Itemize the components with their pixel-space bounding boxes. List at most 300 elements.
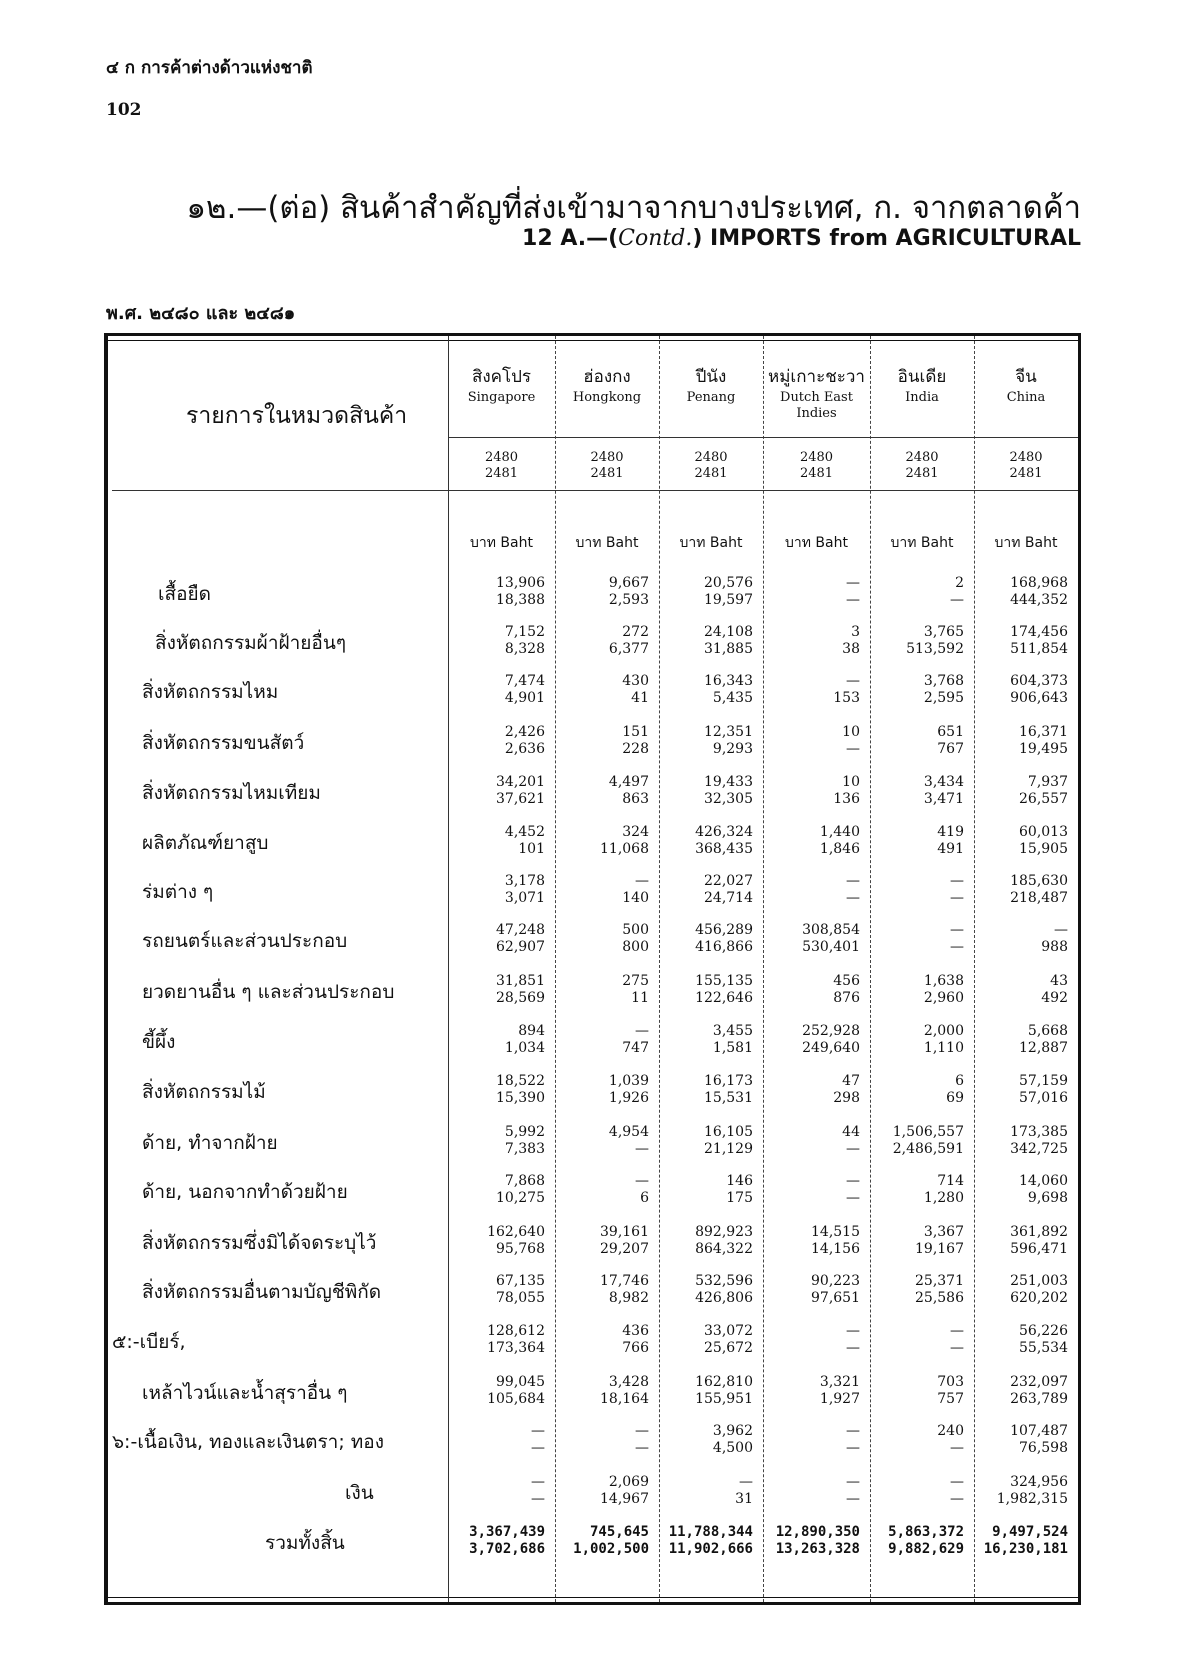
value-cell <box>974 1224 1068 1258</box>
cell-value: 44 <box>842 1124 860 1140</box>
category-header: รายการในหมวดสินค้า <box>186 403 408 429</box>
cell-value: 1,926 <box>608 1090 649 1106</box>
cell-value: 1,280 <box>923 1190 964 1206</box>
cell-value: 168,968 <box>1010 575 1068 591</box>
value-cell <box>870 1173 964 1207</box>
cell-value: 492 <box>1041 990 1068 1006</box>
table-row <box>0 673 1181 713</box>
cell-value: 218,487 <box>1010 890 1068 906</box>
cell-value: 16,343 <box>704 673 753 689</box>
cell-value: 308,854 <box>802 922 860 938</box>
value-cell <box>659 1224 753 1258</box>
cell-value: 105,684 <box>487 1391 545 1407</box>
value-cell <box>659 624 753 658</box>
column-header <box>448 363 555 406</box>
row-label: สิ่งหัตถกรรมผ้าฝ้ายอื่นๆ <box>155 632 347 654</box>
table-frame <box>104 333 1081 1605</box>
value-cell <box>555 1023 649 1057</box>
cell-value: 714 <box>937 1173 964 1189</box>
value-cell <box>763 774 860 808</box>
cell-value: — <box>950 1323 964 1339</box>
value-cell <box>448 1474 545 1508</box>
value-cell <box>448 1073 545 1107</box>
cell-value: — <box>846 673 860 689</box>
cell-value: 906,643 <box>1010 690 1068 706</box>
cell-value: 511,854 <box>1010 641 1068 657</box>
cell-value: — <box>531 1474 545 1490</box>
cell-value: 444,352 <box>1010 592 1068 608</box>
row-label: ด้าย, ทำจากฝ้าย <box>142 1132 278 1154</box>
cell-value: — <box>635 1440 649 1456</box>
cell-value: 19,597 <box>704 592 753 608</box>
cell-value: 1,034 <box>504 1040 545 1056</box>
cell-value: 2 <box>955 575 964 591</box>
value-cell <box>659 922 753 956</box>
column-years <box>763 450 870 482</box>
cell-value: 604,373 <box>1010 673 1068 689</box>
title-thai: ๑๒.—(ต่อ) สินค้าสำคัญที่ส่งเข้ามาจากบางประเทศ, ก. จากตลาดค้า <box>186 190 1081 226</box>
value-cell <box>555 824 649 858</box>
cell-value: 31 <box>735 1491 753 1507</box>
cell-value: 22,027 <box>704 873 753 889</box>
row-label: รวมทั้งสิ้น <box>265 1532 345 1554</box>
cell-value: 90,223 <box>811 1273 860 1289</box>
value-cell <box>870 1474 964 1508</box>
cell-value: 620,202 <box>1010 1290 1068 1306</box>
value-cell <box>870 1124 964 1158</box>
value-cell <box>448 1224 545 1258</box>
cell-value: 249,640 <box>802 1040 860 1056</box>
cell-value: 864,322 <box>695 1241 753 1257</box>
cell-value: 162,640 <box>487 1224 545 1240</box>
value-cell <box>763 1323 860 1357</box>
cell-value: 863 <box>622 791 649 807</box>
cell-value: 3,702,686 <box>469 1541 545 1557</box>
cell-value: 146 <box>726 1173 753 1189</box>
cell-value: 11,788,344 <box>668 1524 753 1540</box>
cell-value: 10 <box>842 774 860 790</box>
cell-value: — <box>846 1340 860 1356</box>
cell-value: 894 <box>518 1023 545 1039</box>
cell-value: 251,003 <box>1010 1273 1068 1289</box>
cell-value: — <box>950 890 964 906</box>
cell-value: 1,638 <box>923 973 964 989</box>
cell-value: 8,982 <box>608 1290 649 1306</box>
row-label: สิ่งหัตถกรรมไหม <box>142 681 279 703</box>
cell-value: 361,892 <box>1010 1224 1068 1240</box>
column-header-english: India <box>905 390 939 405</box>
cell-value: — <box>950 939 964 955</box>
table-row <box>0 973 1181 1013</box>
cell-value: 3,434 <box>923 774 964 790</box>
header-rule <box>112 490 448 491</box>
cell-value: — <box>950 873 964 889</box>
cell-value: 10,275 <box>496 1190 545 1206</box>
row-label: ร่มต่าง ๆ <box>142 881 214 903</box>
column-header-english: Singapore <box>467 390 536 405</box>
year-value: 2480 <box>799 450 834 465</box>
cell-value: — <box>846 1323 860 1339</box>
cell-value: 175 <box>726 1190 753 1206</box>
cell-value: 766 <box>622 1340 649 1356</box>
cell-value: 67,135 <box>496 1273 545 1289</box>
cell-value: 15,531 <box>704 1090 753 1106</box>
value-cell <box>659 824 753 858</box>
cell-value: 173,385 <box>1010 1124 1068 1140</box>
cell-value: 41 <box>631 690 649 706</box>
row-label: สิ่งหัตถกรรมไม้ <box>142 1081 266 1103</box>
value-cell <box>659 873 753 907</box>
cell-value: 3,768 <box>923 673 964 689</box>
value-cell <box>659 1323 753 1357</box>
cell-value: 745,645 <box>589 1524 649 1540</box>
unit-label: บาท Baht <box>785 535 848 551</box>
cell-value: 1,002,500 <box>573 1541 649 1557</box>
value-cell <box>448 973 545 1007</box>
value-cell <box>555 624 649 658</box>
column-header-thai: สิงคโปร <box>471 367 532 387</box>
table-row <box>0 1023 1181 1063</box>
cell-value: 7,474 <box>504 673 545 689</box>
value-cell <box>974 1423 1068 1457</box>
cell-value: 78,055 <box>496 1290 545 1306</box>
cell-value: — <box>846 1491 860 1507</box>
value-cell <box>555 673 649 707</box>
table-row <box>0 1073 1181 1113</box>
cell-value: 18,388 <box>496 592 545 608</box>
cell-value: 892,923 <box>695 1224 753 1240</box>
value-cell <box>659 973 753 1007</box>
cell-value: 97,651 <box>811 1290 860 1306</box>
value-cell <box>763 1374 860 1408</box>
cell-value: 76,598 <box>1019 1440 1068 1456</box>
cell-value: 1,440 <box>819 824 860 840</box>
cell-value: 95,768 <box>496 1241 545 1257</box>
value-cell <box>659 724 753 758</box>
cell-value: — <box>846 575 860 591</box>
year-value: 2480 <box>905 450 939 465</box>
cell-value: — <box>635 1173 649 1189</box>
value-cell <box>763 724 860 758</box>
cell-value: 2,069 <box>608 1474 649 1490</box>
table-row <box>0 774 1181 814</box>
cell-value: 1,581 <box>712 1040 753 1056</box>
cell-value: 69 <box>946 1090 964 1106</box>
value-cell <box>555 1423 649 1457</box>
column-header-thai: ฮ่องกง <box>583 367 631 387</box>
cell-value: — <box>846 873 860 889</box>
cell-value: 228 <box>622 741 649 757</box>
value-cell <box>763 1423 860 1457</box>
cell-value: 368,435 <box>695 841 753 857</box>
cell-value: 3,455 <box>712 1023 753 1039</box>
cell-value: 876 <box>833 990 860 1006</box>
cell-value: 15,390 <box>496 1090 545 1106</box>
table-row <box>0 1374 1181 1414</box>
value-cell <box>555 1474 649 1508</box>
cell-value: 38 <box>842 641 860 657</box>
cell-value: 2,595 <box>923 690 964 706</box>
value-cell <box>448 1124 545 1158</box>
value-cell <box>870 774 964 808</box>
cell-value: 12,887 <box>1019 1040 1068 1056</box>
value-cell <box>763 824 860 858</box>
cell-value: 62,907 <box>496 939 545 955</box>
cell-value: 1,039 <box>608 1073 649 1089</box>
value-cell <box>448 624 545 658</box>
value-cell <box>763 922 860 956</box>
cell-value: 16,105 <box>704 1124 753 1140</box>
cell-value: 456 <box>833 973 860 989</box>
title-en-prefix: 12 A.—( <box>522 226 619 251</box>
value-cell <box>448 1374 545 1408</box>
column-header <box>659 363 763 406</box>
cell-value: — <box>635 1023 649 1039</box>
cell-value: 60,013 <box>1019 824 1068 840</box>
cell-value: 2,426 <box>504 724 545 740</box>
cell-value: 800 <box>622 939 649 955</box>
cell-value: 3,962 <box>712 1423 753 1439</box>
cell-value: 9,667 <box>608 575 649 591</box>
value-cell <box>448 1524 545 1558</box>
table-row <box>0 1224 1181 1264</box>
cell-value: 33,072 <box>704 1323 753 1339</box>
value-cell <box>763 1124 860 1158</box>
cell-value: 5,435 <box>712 690 753 706</box>
row-label: สิ่งหัตถกรรมไหมเทียม <box>142 782 321 804</box>
cell-value: 416,866 <box>695 939 753 955</box>
column-years <box>659 450 763 482</box>
cell-value: — <box>635 1423 649 1439</box>
cell-value: — <box>950 1340 964 1356</box>
value-cell <box>555 973 649 1007</box>
cell-value: 37,621 <box>496 791 545 807</box>
cell-value: 21,129 <box>704 1141 753 1157</box>
cell-value: 6,377 <box>608 641 649 657</box>
cell-value: 3,367,439 <box>469 1524 545 1540</box>
cell-value: 3,428 <box>608 1374 649 1390</box>
value-cell <box>555 1524 649 1558</box>
cell-value: 13,263,328 <box>775 1541 860 1557</box>
cell-value: 3,765 <box>923 624 964 640</box>
cell-value: 173,364 <box>487 1340 545 1356</box>
cell-value: — <box>635 1141 649 1157</box>
value-cell <box>974 1173 1068 1207</box>
column-header <box>763 363 870 422</box>
cell-value: 2,960 <box>923 990 964 1006</box>
value-cell <box>763 1073 860 1107</box>
cell-value: 57,159 <box>1019 1073 1068 1089</box>
value-cell <box>870 1524 964 1558</box>
cell-value: 1,927 <box>819 1391 860 1407</box>
cell-value: 31,851 <box>496 973 545 989</box>
value-cell <box>555 575 649 609</box>
cell-value: — <box>950 592 964 608</box>
value-cell <box>974 1273 1068 1307</box>
value-cell <box>870 624 964 658</box>
value-cell <box>870 724 964 758</box>
value-cell <box>974 1073 1068 1107</box>
cell-value: 1,846 <box>819 841 860 857</box>
cell-value: 988 <box>1041 939 1068 955</box>
cell-value: 128,612 <box>487 1323 545 1339</box>
value-cell <box>659 1023 753 1057</box>
column-header-english: Penang <box>686 390 736 405</box>
value-cell <box>870 1224 964 1258</box>
value-cell <box>974 1374 1068 1408</box>
cell-value: — <box>846 1474 860 1490</box>
cell-value: 31,885 <box>704 641 753 657</box>
value-cell <box>870 1273 964 1307</box>
value-cell <box>448 1023 545 1057</box>
value-cell <box>448 724 545 758</box>
value-cell <box>763 1023 860 1057</box>
value-cell <box>974 873 1068 907</box>
cell-value: 11,902,666 <box>668 1541 753 1557</box>
value-cell <box>763 1524 860 1558</box>
cell-value: 767 <box>937 741 964 757</box>
column-years <box>448 450 555 482</box>
cell-value: 232,097 <box>1010 1374 1068 1390</box>
column-years <box>870 450 974 482</box>
title-english <box>522 226 1081 251</box>
value-cell <box>555 724 649 758</box>
value-cell <box>659 774 753 808</box>
cell-value: 263,789 <box>1010 1391 1068 1407</box>
cell-value: — <box>846 1173 860 1189</box>
cell-value: 2,486,591 <box>892 1141 964 1157</box>
column-header-thai: ปีนัง <box>695 367 727 387</box>
cell-value: 7,868 <box>504 1173 545 1189</box>
cell-value: 9,293 <box>712 741 753 757</box>
cell-value: 99,045 <box>496 1374 545 1390</box>
cell-value: 275 <box>622 973 649 989</box>
cell-value: 16,230,181 <box>983 1541 1068 1557</box>
cell-value: 151 <box>622 724 649 740</box>
cell-value: 57,016 <box>1019 1090 1068 1106</box>
cell-value: 15,905 <box>1019 841 1068 857</box>
value-cell <box>659 1173 753 1207</box>
cell-value: — <box>846 1423 860 1439</box>
row-label: สิ่งหัตถกรรมอื่นตามบัญชีพิกัด <box>142 1281 382 1303</box>
total-row <box>0 1524 1181 1564</box>
value-cell <box>870 1374 964 1408</box>
cell-value: 4,500 <box>712 1440 753 1456</box>
table-row <box>0 1273 1181 1313</box>
value-cell <box>870 824 964 858</box>
value-cell <box>659 1524 753 1558</box>
cell-value: 25,672 <box>704 1340 753 1356</box>
column-header <box>870 363 974 406</box>
cell-value: 28,569 <box>496 990 545 1006</box>
year-value: 2480 <box>484 450 519 465</box>
cell-value: 3,471 <box>923 791 964 807</box>
cell-value: 9,882,629 <box>888 1541 964 1557</box>
page-number: 102 <box>106 100 142 120</box>
value-cell <box>763 575 860 609</box>
cell-value: 24,108 <box>704 624 753 640</box>
table-row <box>0 724 1181 764</box>
cell-value: — <box>846 890 860 906</box>
cell-value: — <box>950 1440 964 1456</box>
value-cell <box>659 1423 753 1457</box>
value-cell <box>659 1124 753 1158</box>
value-cell <box>974 1023 1068 1057</box>
value-cell <box>763 624 860 658</box>
cell-value: 14,515 <box>811 1224 860 1240</box>
cell-value: — <box>635 873 649 889</box>
cell-value: 272 <box>622 624 649 640</box>
table-row <box>0 624 1181 664</box>
row-label: เสื้อยืด <box>158 583 211 605</box>
value-cell <box>870 673 964 707</box>
value-cell <box>555 1374 649 1408</box>
table-row <box>0 873 1181 913</box>
row-label: สิ่งหัตถกรรมขนสัตว์ <box>142 732 305 754</box>
cell-value: 101 <box>518 841 545 857</box>
value-cell <box>659 1073 753 1107</box>
cell-value: 12,890,350 <box>775 1524 860 1540</box>
value-cell <box>763 1173 860 1207</box>
title-en-suffix: ) IMPORTS from AGRICULTURAL <box>692 226 1081 251</box>
cell-value: 18,522 <box>496 1073 545 1089</box>
cell-value: 9,497,524 <box>992 1524 1068 1540</box>
cell-value: 155,135 <box>695 973 753 989</box>
cell-value: 8,328 <box>504 641 545 657</box>
column-header <box>974 363 1078 406</box>
cell-value: 500 <box>622 922 649 938</box>
cell-value: 324,956 <box>1010 1474 1068 1490</box>
cell-value: 16,371 <box>1019 724 1068 740</box>
column-header-thai: หมู่เกาะชะวา <box>768 367 865 387</box>
cell-value: 430 <box>622 673 649 689</box>
column-years <box>555 450 659 482</box>
cell-value: 703 <box>937 1374 964 1390</box>
cell-value: 3 <box>851 624 860 640</box>
cell-value: 3,178 <box>504 873 545 889</box>
cell-value: 122,646 <box>695 990 753 1006</box>
value-cell <box>555 1323 649 1357</box>
cell-value: 11,068 <box>600 841 649 857</box>
year-value: 2481 <box>1009 466 1043 481</box>
cell-value: 17,746 <box>600 1273 649 1289</box>
value-cell <box>659 575 753 609</box>
cell-value: 7,152 <box>504 624 545 640</box>
title-en-contd: Contd. <box>618 226 693 251</box>
value-cell <box>974 673 1068 707</box>
value-cell <box>974 575 1068 609</box>
cell-value: 43 <box>1050 973 1068 989</box>
value-cell <box>974 724 1068 758</box>
table-row <box>0 1423 1181 1463</box>
cell-value: 4,452 <box>504 824 545 840</box>
cell-value: 4,497 <box>608 774 649 790</box>
cell-value: 7,937 <box>1027 774 1068 790</box>
year-value: 2481 <box>484 466 519 481</box>
cell-value: — <box>950 1474 964 1490</box>
cell-value: 596,471 <box>1010 1241 1068 1257</box>
cell-value: — <box>846 592 860 608</box>
cell-value: 1,506,557 <box>892 1124 964 1140</box>
cell-value: 18,164 <box>600 1391 649 1407</box>
value-cell <box>448 1423 545 1457</box>
table-row <box>0 1173 1181 1213</box>
cell-value: — <box>1054 922 1068 938</box>
value-cell <box>555 1224 649 1258</box>
cell-value: — <box>950 922 964 938</box>
cell-value: 25,371 <box>915 1273 964 1289</box>
cell-value: 5,863,372 <box>888 1524 964 1540</box>
